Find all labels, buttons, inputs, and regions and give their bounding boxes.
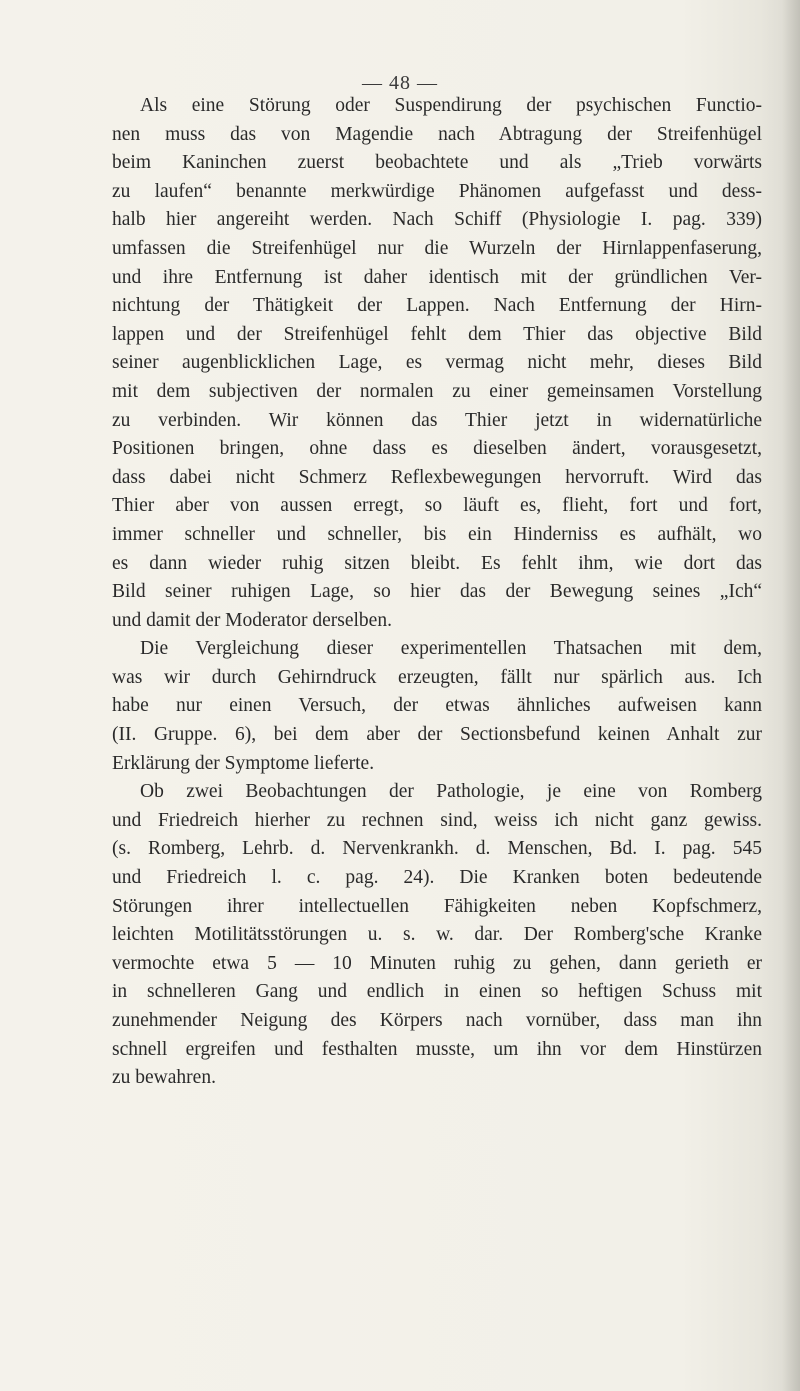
text-line: was wir durch Gehirndruck erzeugten, fällt nur spärlich aus. Ich xyxy=(112,666,762,688)
text-line: habe nur einen Versuch, der etwas ähnliches aufweisen kann xyxy=(112,695,762,717)
text-line: dass dabei nicht Schmerz Reflexbewegungen hervorruft. Wird das xyxy=(112,466,762,488)
text-line: nichtung der Thätigkeit der Lappen. Nach Entfernung der Hirn- xyxy=(112,295,762,317)
text-line: Positionen bringen, ohne dass es dieselben ändert, vorausgesetzt, xyxy=(112,438,762,460)
text-line: schnell ergreifen und festhalten musste, um ihn vor dem Hinstürzen xyxy=(112,1038,762,1060)
text-line: zu bewahren. xyxy=(112,1067,216,1089)
page-edge-shadow xyxy=(782,0,800,1391)
text-line: beim Kaninchen zuerst beobachtete und als „Trieb vorwärts xyxy=(112,152,762,174)
text-line: seiner augenblicklichen Lage, es vermag nicht mehr, dieses Bild xyxy=(112,352,762,374)
text-line: in schnelleren Gang und endlich in einen so heftigen Schuss mit xyxy=(112,981,762,1003)
text-line: nen muss das von Magendie nach Abtragung der Streifenhügel xyxy=(112,123,762,145)
text-line: (s. Romberg, Lehrb. d. Nervenkrankh. d. Menschen, Bd. I. pag. 545 xyxy=(112,838,762,860)
text-line: Die Vergleichung dieser experimentellen Thatsachen mit dem, xyxy=(140,638,762,660)
text-line: mit dem subjectiven der normalen zu einer gemeinsamen Vorstellung xyxy=(112,380,762,402)
text-line: umfassen die Streifenhügel nur die Wurzeln der Hirnlappenfaserung, xyxy=(112,237,762,259)
text-line: Thier aber von aussen erregt, so läuft es, flieht, fort und fort, xyxy=(112,495,762,517)
text-line: (II. Gruppe. 6), bei dem aber der Sectionsbefund keinen Anhalt zur xyxy=(112,724,762,746)
text-line: Erklärung der Symptome lieferte. xyxy=(112,752,375,774)
body-text xyxy=(112,92,762,1093)
text-line: zunehmender Neigung des Körpers nach vornüber, dass man ihn xyxy=(112,1010,762,1031)
text-line: und Friedreich hierher zu rechnen sind, weiss ich nicht ganz gewiss. xyxy=(112,809,762,831)
text-line: vermochte etwa 5 — 10 Minuten ruhig zu gehen, dann gerieth er xyxy=(112,952,762,974)
text-line: und ihre Entfernung ist daher identisch mit der gründlichen Ver- xyxy=(112,266,762,288)
text-line: halb hier angereiht werden. Nach Schiff (Physiologie I. pag. 339) xyxy=(112,209,762,231)
text-line: Als eine Störung oder Suspendirung der psychischen Functio- xyxy=(140,95,762,116)
text-line: Ob zwei Beobachtungen der Pathologie, je eine von Romberg xyxy=(140,781,762,803)
text-line: Bild seiner ruhigen Lage, so hier das der Bewegung seines „Ich“ xyxy=(112,581,762,603)
text-line: es dann wieder ruhig sitzen bleibt. Es fehlt ihm, wie dort das xyxy=(112,552,762,574)
text-line: leichten Motilitätsstörungen u. s. w. dar. Der Romberg'sche Kranke xyxy=(112,924,762,946)
text-line: lappen und der Streifenhügel fehlt dem Thier das objective Bild xyxy=(112,323,762,345)
text-line: zu laufen“ benannte merkwürdige Phänomen aufgefasst und dess- xyxy=(112,180,762,202)
text-line: und Friedreich l. c. pag. 24). Die Kranken boten bedeutende xyxy=(112,867,762,889)
text-line: zu verbinden. Wir können das Thier jetzt in widernatürliche xyxy=(112,409,762,431)
text-line: und damit der Moderator derselben. xyxy=(112,609,392,631)
text-line: Störungen ihrer intellectuellen Fähigkeiten neben Kopfschmerz, xyxy=(112,895,762,917)
text-line: immer schneller und schneller, bis ein Hinderniss es aufhält, wo xyxy=(112,523,762,545)
page-number: — 48 — xyxy=(362,72,438,94)
